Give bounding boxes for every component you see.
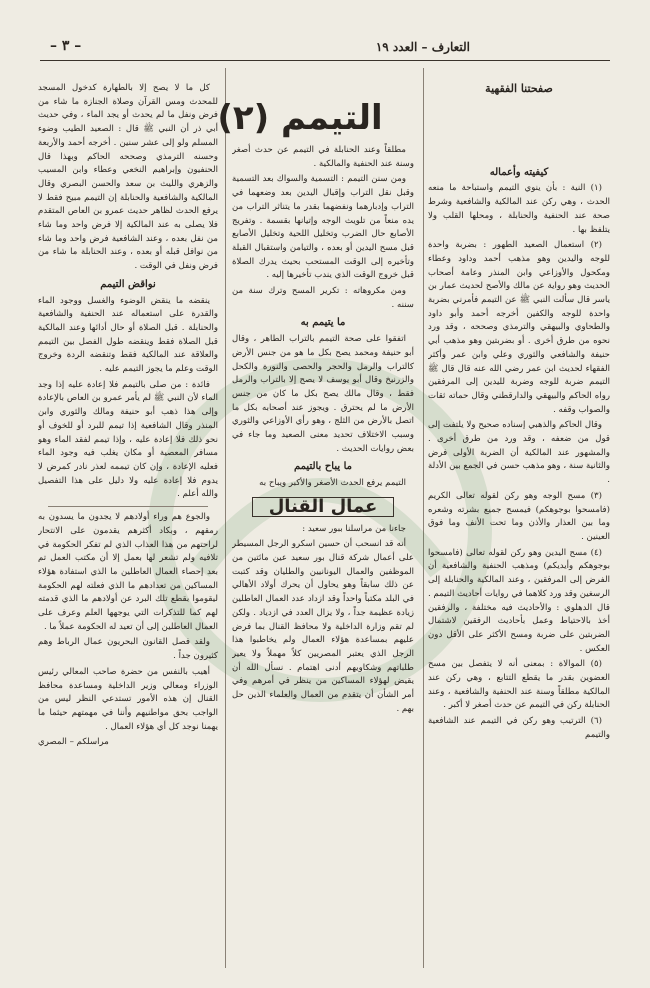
header-rule [40, 60, 610, 61]
paragraph: فائدة : من صلى بالتيمم فلا إعادة عليه إذا وجد الماء لأن النبي ﷺ لم يأمر عمرو بن العاص بالإعادة وإلى هذا ذهب أبو حنيفة ومالك والثوري وابن المنذر وقال الشافعية إذا تيمم للبرد أو للخوف أو نحو ذلك فلا إعادة عليه ، وإذا تيمم لفقد الماء وهو مسافر المعصية أو مكان يغلب فيه وجود الماء فعليه الإعادة ، وإن كان تيممه لعذر نادر كمرض لا يدوم فلا إعادة عليه ولا دليل على هذا التفصيل والله أعلم . [38, 379, 218, 500]
subheading: ما يباح بالتيمم [293, 461, 353, 473]
boxed-headline: عمال القنال [252, 497, 394, 517]
paragraph: (٤) مسح اليدين وهو ركن لقوله تعالى (فامسحوا بوجوهكم وأيديكم) ومذهب الحنفية والشافعية أن الفرض إلى المرفقين ، وعند المالكية والحنابلة إلى الرسغين وقد ورد كلاهما في روايات أحاديث التيمم . قال الدهلوي : والأحاديث فيه مختلفة ، والرفقين أخذ بالاحتياط وعمل بأحاديث الرفقين لاشتمال الضربتين على ضربة ومسح الأكثر على الأقل دون العكس . [428, 547, 610, 654]
column-divider [225, 68, 226, 968]
left-column [38, 82, 218, 968]
paragraph: التيمم يرفع الحدث الأصغر والأكبر ويباح به [259, 478, 406, 489]
paragraph: ومن مكروهاته : تكرير المسح وترك سنة من سننه . [232, 286, 414, 310]
paragraph: ينقضه ما ينقض الوضوء والغسل ووجود الماء والقدرة على استعماله عند الحنفية والشافعية والحنابلة . قبل الصلاة أو حال أدائها وعند المالكية قبل الصلاة فقط وينقضه طول الفصل بين التيمم والعلاقة عند المالكية فقط وتنقضه الردة وخروج الوقت وعلم ما يجوز التيمم عليه . [38, 295, 218, 375]
paragraph: والجوع هم وراء أولادهم لا يجدون ما يسدون به رمقهم ، وبكاد أكثرهم يقدمون على الانتحار لراحتهم من هذا العذاب الذي لم تفكر الحكومة في تلافيه ولم تشعر لها بعمل إلا أن مكتب العمل تم بعد إحصاء العمال العاطلين ما الذي استفادة هؤلاء المساكين من تعدادهم ما الذي فعلته لهم الحكومة ليقوموا بقطع تلك البرد عن أولادهم ما الذي قدمته لهم كما للتذكرات التي يوجهها العلم وعرف على العمال العاطلين إلى أن تعيد له الحكومة عملاً ما . [38, 512, 218, 632]
paragraph: (٢) استعمال الصعيد الطهور : بضربة واحدة للوجه واليدين وهو مذهب أحمد وداود وعطاء ومكحول والأوزاعي وابن المنذر وعامة أصحاب الحديث وهو رواية عن مالك والأصح لحديث عمار بن ياسر قال سألت النبي ﷺ عن التيمم فأمرني بضربة واحدة للوجه والكفين أخرجه أحمد وأبو داود والطحاوي والبيهقي والترمذي وصححه ، وقد ورد نحوه من طرق أخرى . أو بضربتين وهو مذهب أبي حنيفة والشافعي والثوري وعلي وابن عمر وأكثر الفقهاء لحديث ابن عمر رضي الله عنه قال قال ﷺ التيمم ضربة للوجه وضربة لليدين إلى المرفقين رواه الحاكم والبيهقي والدارقطني وقال حماته ثقات والصواب وقفه . [428, 240, 610, 415]
subheading: نواقض التيمم [100, 278, 156, 290]
paragraph: (٦) الترتيب وهو ركن في التيمم عند الشافعية والتيمم [428, 716, 610, 740]
divider [48, 506, 208, 507]
article-title: التيمم (٢) [217, 98, 383, 138]
page-header [40, 38, 610, 60]
paragraph: ولقد فصل القانون البحريون عمال الرباط وهم كثيرون جداً . [38, 637, 218, 662]
paragraph: (٥) الموالاة : بمعنى أنه لا يتفصل بين مسح العضوين بقدر ما يقطع التتابع ، وهي ركن عند المالكية مطلقاً وسنة عند الحنفية والشافعية ، وعند الحنابلة ركن في التيمم عن حدث أصغر لا أكبر . [428, 659, 610, 711]
signature: مراسلكم – المصري [38, 737, 109, 748]
column-divider [423, 68, 424, 968]
page-number: – ٣ – [50, 38, 82, 54]
paragraph: جاءنا من مراسلنا ببور سعيد : [302, 523, 406, 534]
paragraph: أنه قد انسحب أن حسين اسكرو الرجل المسيطر على أعمال شركة قنال بور سعيد عين مائتين من الموظفين والعمال اليونانيين والطليان وقد كتبت عن ذلك سابقاً وهو يحاول أن يحرك أولاد الأهالي في البلد مكتباً واحداً وقد ازداد عدد العمال العاطلين زيادة عظيمة جداً ، ولا يزال العدد في ازدياد . ولكن لم تقم وزارة الداخلية ولا محافظ القنال بما فرض عليهم بمساعدة هؤلاء العمال ولم يخاطبوا هذا الرجل الذي يعتبر المصريين كلاً مهملاً ولا يعير طلباتهم وشكاويهم أدنى اهتمام . نسأل الله أن يقيض لهؤلاء المساكين من ينظر في أمرهم وفي أمر الشأن أن يتقدم من العمال والعلماء الذين حل بهم . [232, 539, 414, 714]
subheading: كيفيته وأعماله [489, 166, 549, 178]
section-tag: صفحتنا الفقهية [485, 82, 553, 95]
paragraph: مطلقاً وعند الحنابلة في التيمم عن حدث أصغر وسنة عند الحنفية والمالكية . [232, 145, 414, 169]
paragraph: أهيب بالنفس من حضرة صاحب المعالي رئيس الوزراء ومعالي وزير الداخلية ومساعدة محافظ القنال إن هذه الأمور تستدعي النظر ليس من الواجب بحق مواطنيهم وأننا في مهمتهم حيثما ما يهمنا نوجد كل أي هؤلاء العمال . [38, 666, 218, 732]
paragraph: ومن سنن التيمم : التسمية والسواك بعد التسمية وقبل نقل التراب وإقبال اليدين بعد وضعهما في التراب وإدبارهما ونفضهما بقدر ما يتناثر التراب من يده منعاً من تلويث الوجه وإتيانها بقسمة . وتفريج الأصابع حال الضرب وتخليل اللحية وتخليل الأصابع قبل مسح اليدين أو بعده ، والتيامن واستقبال القبلة وتأخيره إلى الوقت المستحب بحيث يدرك الصلاة قبل خروج الوقت الذي يندب تأخيرها إليه . [232, 174, 414, 281]
paragraph: كل ما لا يصح إلا بالطهارة كدخول المسجد للمحدث ومس القرآن وصلاة الجنازة ما شاء من فرض ونفل ما لم يحدث أو يجد الماء ، وفي حديث أبي ذر أن النبي ﷺ قال : الصعيد الطيب وضوء المسلم ولو إلى عشر سنين . أخرجه أحمد والأربعة وحسنه الترمذي وصححه الحاكم وبهذا قال الحنفيون وإبراهيم النخعي وعطاء وابن المسيب والزهري والليث بن سعد والحسن البصري وقال المالكية والشافعية والحنابلة إن التيمم مبيح فقط لا يرفع الحدث لظاهر حديث عمرو بن العاص المتقدم فلا يصلى به عند المالكية إلا فرض واحد وما شاء من نفل بعده ، وعند الشافعية فرض واحد وما شاء من نوافل قبله أو بعده ، وعند الحنابلة ما شاء من فرض ونفل في الوقت . [38, 83, 218, 272]
middle-column [232, 82, 414, 968]
publication-title: التعارف – العدد ١٩ [375, 40, 470, 54]
paragraph: اتفقوا على صحة التيمم بالتراب الطاهر ، وقال أبو حنيفة ومحمد يصح بكل ما هو من جنس الأرض كالتراب والرمل والحجر والحصى والنورة والكحل والزرنيخ وقال أبو يوسف لا يصح إلا بالتراب والرمل فقط ، وقال مالك يصح بكل ما كان من جنس الأرض ما لم يحترق . ويجوز عند أصحابه بكل ما اتصل بالأرض من الثلج ، وهو رأي الأوزاعي والثوري وسبب الاختلاف تحديد معنى الصعيد وما جاء في بعض روايات الحديث . [232, 334, 414, 454]
paragraph: (٣) مسح الوجه وهو ركن لقوله تعالى الكريم (فامسحوا بوجوهكم) فيمسح جميع بشرته وشعره وما بين العذار والأذن وما تحت الأنف وما فوق العينين . [428, 490, 610, 542]
subheading: ما يتيمم به [300, 317, 346, 329]
paragraph: وقال الحاكم والذهبي إسناده صحيح ولا يلتفت إلى قول من ضعفه ، وقد ورد من طرق أخرى . والمشهور عند المالكية أن الضربة الأولى فرض والثانية سنة ، وهو مذهب حسن في الجمع بين الأدلة . [428, 420, 610, 486]
paragraph: (١) النية : بأن ينوي التيمم واستباحة ما منعه الحدث ، وهي ركن عند المالكية والشافعية وشرط صحة عند الحنفية والحنابلة ، ومحلها القلب ولا يتلفظ بها . [428, 183, 610, 235]
right-column [428, 82, 610, 968]
